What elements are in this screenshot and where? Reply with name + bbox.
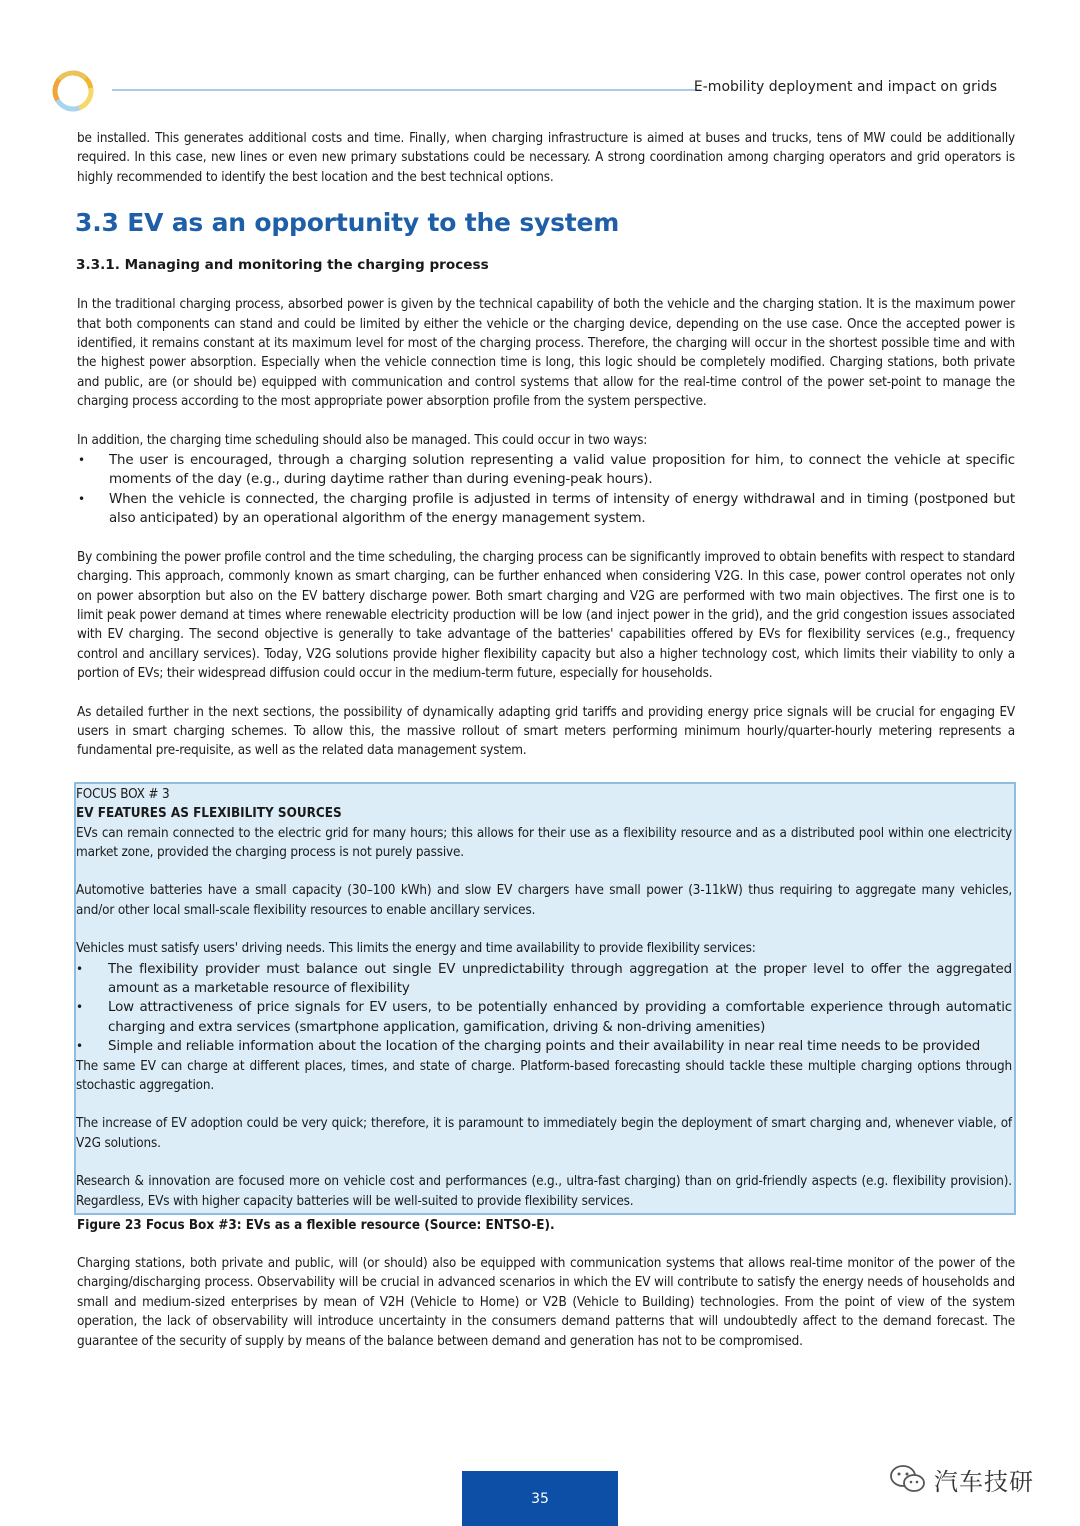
subsection-title: 3.3.1. Managing and monitoring the charging process xyxy=(76,257,489,274)
focus-box-title: EV FEATURES AS FLEXIBILITY SOURCES xyxy=(76,806,342,822)
list-item: • When the vehicle is connected, the charging profile is adjusted in terms of intensity of energy withdrawal and in timing (postponed but also anticipated) by an operational algorithm of the energy management system. xyxy=(78,491,1015,527)
list-item: • Low attractiveness of price signals for EV users, to be potentially enhanced by providing a comfortable experience through automatic charging and extra services (smartphone application, gamification, driving & non-driving amenities) xyxy=(76,1000,1012,1035)
list-item: • The user is encouraged, through a charging solution representing a valid value proposition for him, to connect the vehicle at specific moments of the day (e.g., during daytime rather than during evening-peak hours). xyxy=(78,453,1015,488)
bullet-icon: • xyxy=(78,491,85,506)
body-paragraph: As detailed further in the next sections, the possibility of dynamically adapting grid tariffs and providing energy price signals will be crucial for engaging EV users in smart charging schemes. To allow this, the massive rollout of smart meters performing minimum hourly/quarter-hourly metering represents a fundamental pre-requisite, as well as the related data management system. xyxy=(77,704,1015,759)
watermark xyxy=(888,1460,1034,1498)
focus-box-paragraph: The same EV can charge at different places, times, and state of charge. Platform-based forecasting should tackle these multiple charging options through stochastic aggregation. xyxy=(76,1058,1012,1094)
focus-box-paragraph: Research & innovation are focused more on vehicle cost and performances (e.g., ultra-fast charging) than on grid-friendly aspects (e.g. flexibility provision). Regardless, EVs with higher capacity batteries will be well-suited to provide flexibility services. xyxy=(76,1174,1012,1209)
bullet-icon: • xyxy=(76,1000,83,1015)
focus-box-paragraph: Automotive batteries have a small capacity (30–100 kWh) and slow EV chargers have small power (3-11kW) thus requiring to aggregate many vehicles, and/or other local small-scale flexibility resources to enable ancillary services. xyxy=(76,883,1012,918)
body-paragraph: In addition, the charging time scheduling should also be managed. This could occur in two ways: xyxy=(77,432,648,448)
ring-logo-icon xyxy=(50,68,96,114)
focus-box-paragraph: The increase of EV adoption could be very quick; therefore, it is paramount to immediately begin the deployment of smart charging and, whenever viable, of V2G solutions. xyxy=(76,1116,1012,1151)
list-item: • The flexibility provider must balance out single EV unpredictability through aggregation at the proper level to offer the aggregated amount as a marketable resource of flexibility xyxy=(76,961,1012,996)
page-number: 35 xyxy=(462,1471,618,1526)
running-head: E-mobility deployment and impact on grids xyxy=(693,79,997,95)
bullet-list xyxy=(77,451,1015,529)
body-paragraph: In the traditional charging process, absorbed power is given by the technical capability of both the vehicle and the charging station. It is the maximum power that both components can stand and could be limited by either the vehicle or the charging device, depending on the use case. Once the accepted power is identified, it remains constant at its maximum level for most of the charging process. Therefore, the charging will occur in the shortest possible time and with the highest power absorption. Especially when the vehicle connection time is long, this logic should be completely modified. Charging stations, both private and public, are (or should be) equipped with communication and control systems that allow for the real-time control of the power set-point to manage the charging process according to the most appropriate power absorption profile from the system perspective. xyxy=(77,297,1015,410)
bullet-icon: • xyxy=(78,453,85,468)
focus-box-bullets xyxy=(76,960,1012,1057)
focus-box xyxy=(74,782,1016,1215)
body-paragraph: By combining the power profile control and the time scheduling, the charging process can be significantly improved to obtain benefits with respect to standard charging. This approach, commonly known as smart charging, can be further enhanced when considering V2G. In this case, power control operates not only on power absorption but also on the EV battery discharge power. Both smart charging and V2G are performed with two main objectives. The first one is to limit peak power demand at times where renewable electricity production will be low (and inject power in the grid), and the grid congestion issues associated with EV charging. The second objective is generally to take advantage of the batteries' capabilities offered by EVs for flexibility services (e.g., frequency control and ancillary services). Today, V2G solutions provide higher flexibility capacity but also a higher technology cost, which limits their viability to only a portion of EVs; their widespread diffusion could occur in the medium-term future, especially for households. xyxy=(77,549,1015,682)
focus-box-paragraph: EVs can remain connected to the electric grid for many hours; this allows for their use as a flexibility resource and as a distributed pool within one electricity market zone, provided the charging process is not purely passive. xyxy=(76,825,1012,860)
bullet-icon: • xyxy=(76,1039,83,1054)
wechat-icon xyxy=(888,1463,928,1495)
section-title: 3.3 EV as an opportunity to the system xyxy=(75,208,620,238)
figure-caption: Figure 23 Focus Box #3: EVs as a flexible resource (Source: ENTSO-E). xyxy=(77,1218,555,1234)
intro-paragraph: be installed. This generates additional costs and time. Finally, when charging infrastructure is aimed at buses and trucks, tens of MW could be additionally required. In this case, new lines or even new primary substations could be necessary. A strong coordination among charging operators and grid operators is highly recommended to identify the best location and the best technical options. xyxy=(77,131,1015,185)
page-content xyxy=(77,129,1015,1351)
focus-box-paragraph: Vehicles must satisfy users' driving needs. This limits the energy and time availability to provide flexibility services: xyxy=(76,941,756,957)
focus-box-label: FOCUS BOX # 3 xyxy=(76,786,170,802)
bullet-icon: • xyxy=(76,961,83,976)
closing-paragraph: Charging stations, both private and public, will (or should) also be equipped with communication systems that allows real-time monitor of the power of the charging/discharging process. Observability will be crucial in advanced scenarios in which the EV will contribute to satisfy the energy needs of households and small and medium-sized enterprises by mean of V2H (Vehicle to Home) or V2B (Vehicle to Building) technologies. From the point of view of the system operation, the lack of observability will introduce uncertainty in the consumers demand patterns that will undoubtedly affect to the demand forecast. The guarantee of the security of supply by means of the balance between demand and generation has not to be compromised. xyxy=(77,1256,1015,1349)
watermark-text: 汽车技研 xyxy=(934,1467,1034,1496)
list-item: • Simple and reliable information about the location of the charging points and their availability in near real time needs to be provided xyxy=(76,1037,1012,1056)
header-rule xyxy=(112,89,700,91)
